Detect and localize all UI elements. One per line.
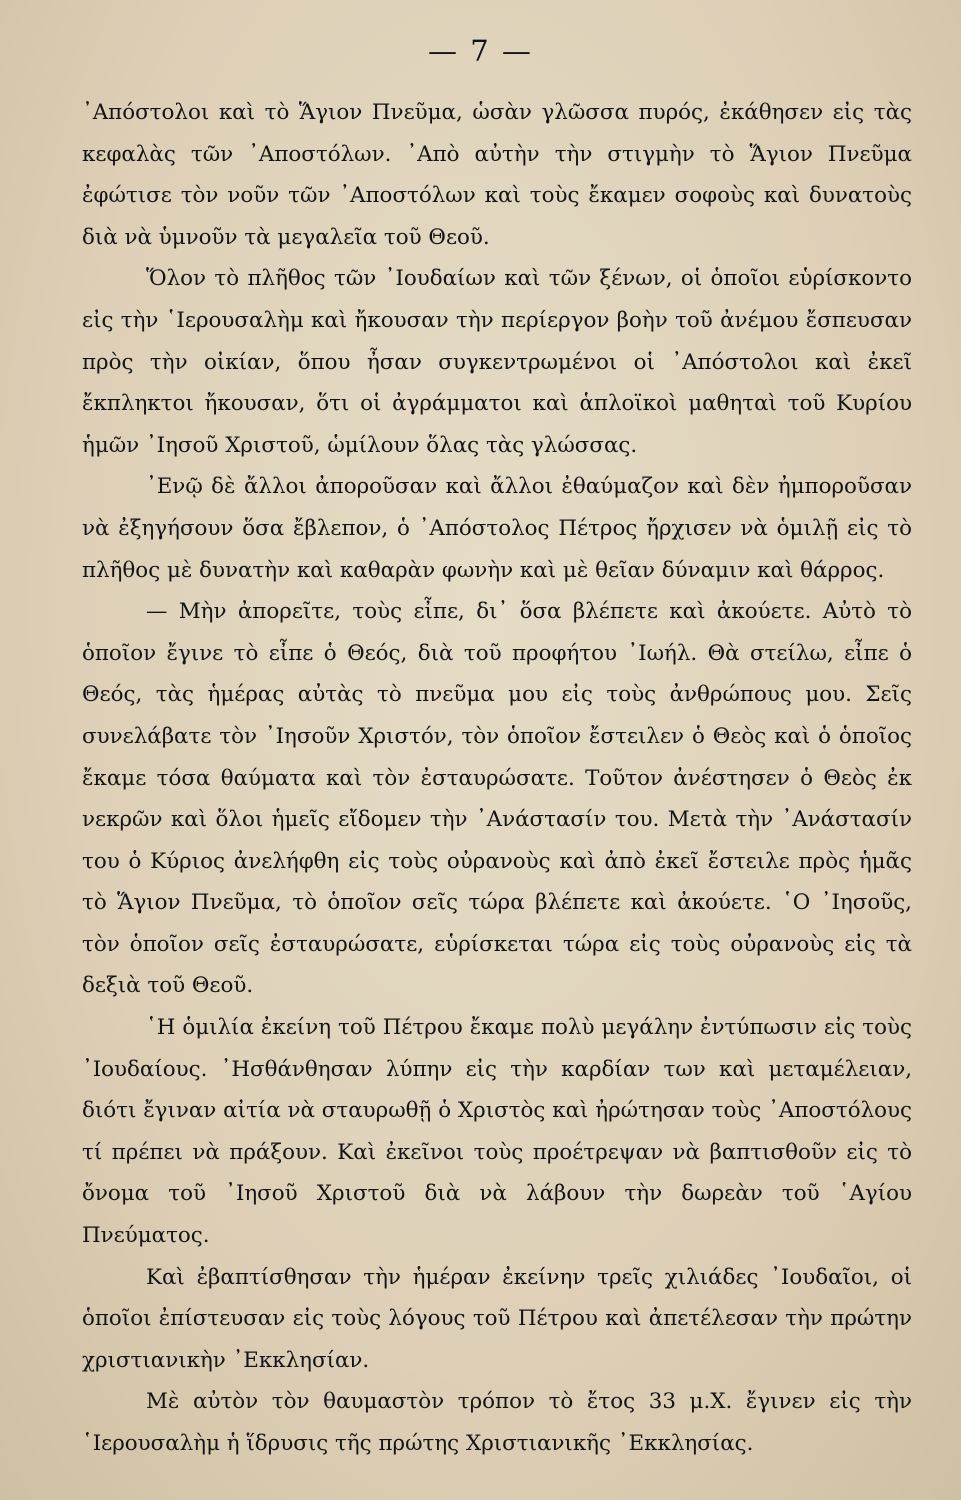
paragraph-3: ᾿Ενῷ δὲ ἄλλοι ἀποροῦσαν καὶ ἄλλοι ἐθαύμαζον καὶ δὲν ἠμποροῦσαν νὰ ἐξηγήσουν ὅσα ἔβλεπον, ὁ ᾿Απόστολος Πέτρος ἤρχισεν νὰ ὁμιλῇ εἰς τὸ πλῆθος μὲ δυνατὴν καὶ καθαρὰν φωνὴν καὶ μὲ θεῖαν δύναμιν καὶ θάρρος. [82, 474, 912, 583]
paragraph-7: Μὲ αὐτὸν τὸν θαυμαστὸν τρόπον τὸ ἔτος 33 μ.Χ. ἔγινεν εἰς τὴν ῾Ιερουσαλὴμ ἡ ἵδρυσις τῆς πρώτης Χριστιανικῆς ᾿Εκκλησίας. [82, 1389, 912, 1456]
body-text [82, 92, 912, 1465]
paragraph-6: Καὶ ἐβαπτίσθησαν τὴν ἡμέραν ἐκείνην τρεῖς χιλιάδες ᾿Ιουδαῖοι, οἱ ὁποῖοι ἐπίστευσαν εἰς τοὺς λόγους τοῦ Πέτρου καὶ ἀπετέλεσαν τὴν πρώτην χριστιανικὴν ᾿Εκκλησίαν. [82, 1264, 912, 1373]
paragraph-1: ᾿Απόστολοι καὶ τὸ Ἅγιον Πνεῦμα, ὡσὰν γλῶσσα πυρός, ἐκάθησεν εἰς τὰς κεφαλὰς τῶν ᾿Αποστόλων. ᾿Απὸ αὐτὴν τὴν στιγμὴν τὸ Ἅγιον Πνεῦμα ἐφώτισε τὸν νοῦν τῶν ᾿Αποστόλων καὶ τοὺς ἔκαμεν σοφοὺς καὶ δυνατοὺς διὰ νὰ ὑμνοῦν τὰ μεγαλεῖα τοῦ Θεοῦ. [82, 100, 912, 250]
page-number: — 7 — [428, 34, 533, 68]
paragraph-2: Ὅλον τὸ πλῆθος τῶν ᾿Ιουδαίων καὶ τῶν ξένων, οἱ ὁποῖοι εὑρίσκοντο εἰς τὴν ῾Ιερουσαλὴμ καὶ ἤκουσαν τὴν περίεργον βοὴν τοῦ ἀνέμου ἔσπευσαν πρὸς τὴν οἰκίαν, ὅπου ἦσαν συγκεντρωμένοι οἱ ᾿Απόστολοι καὶ ἐκεῖ ἔκπληκτοι ἤκουσαν, ὅτι οἱ ἀγράμματοι καὶ ἁπλοϊκοὶ μαθηταὶ τοῦ Κυρίου ἡμῶν ᾿Ιησοῦ Χριστοῦ, ὡμίλουν ὅλας τὰς γλώσσας. [82, 266, 912, 458]
paragraph-4: — Μὴν ἀπορεῖτε, τοὺς εἶπε, δι᾿ ὅσα βλέπετε καὶ ἀκούετε. Αὐτὸ τὸ ὁποῖον ἔγινε τὸ εἶπε ὁ Θεός, διὰ τοῦ προφήτου ᾿Ιωήλ. Θὰ στείλω, εἶπε ὁ Θεός, τὰς ἡμέρας αὐτὰς τὸ πνεῦμα μου εἰς τοὺς ἀνθρώπους μου. Σεῖς συνελάβατε τὸν ᾿Ιησοῦν Χριστόν, τὸν ὁποῖον ἔστειλεν ὁ Θεὸς καὶ ὁ ὁποῖος ἔκαμε τόσα θαύματα καὶ τὸν ἐσταυρώσατε. Τοῦτον ἀνέστησεν ὁ Θεὸς ἐκ νεκρῶν καὶ ὅλοι ἡμεῖς εἴδομεν τὴν ᾿Ανάστασίν του. Μετὰ τὴν ᾿Ανάστασίν του ὁ Κύριος ἀνελήφθη εἰς τοὺς οὐρανοὺς καὶ ἀπὸ ἐκεῖ ἔστειλε πρὸς ἡμᾶς τὸ Ἅγιον Πνεῦμα, τὸ ὁποῖον σεῖς τώρα βλέπετε καὶ ἀκούετε. ῾Ο ᾿Ιησοῦς, τὸν ὁποῖον σεῖς ἐσταυρώσατε, εὑρίσκεται τώρα εἰς τοὺς οὐρανοὺς εἰς τὰ δεξιὰ τοῦ Θεοῦ. [82, 599, 912, 999]
paragraph-5: ῾Η ὁμιλία ἐκείνη τοῦ Πέτρου ἔκαμε πολὺ μεγάλην ἐντύπωσιν εἰς τοὺς ᾿Ιουδαίους. ᾿Ησθάνθησαν λύπην εἰς τὴν καρδίαν των καὶ μεταμέλειαν, διότι ἔγιναν αἰτία νὰ σταυρωθῇ ὁ Χριστὸς καὶ ἠρώτησαν τοὺς ᾿Αποστόλους τί πρέπει νὰ πράξουν. Καὶ ἐκεῖνοι τοὺς προέτρεψαν νὰ βαπτισθοῦν εἰς τὸ ὄνομα τοῦ ᾿Ιησοῦ Χριστοῦ διὰ νὰ λάβουν τὴν δωρεὰν τοῦ ῾Αγίου Πνεύματος. [82, 1015, 912, 1249]
